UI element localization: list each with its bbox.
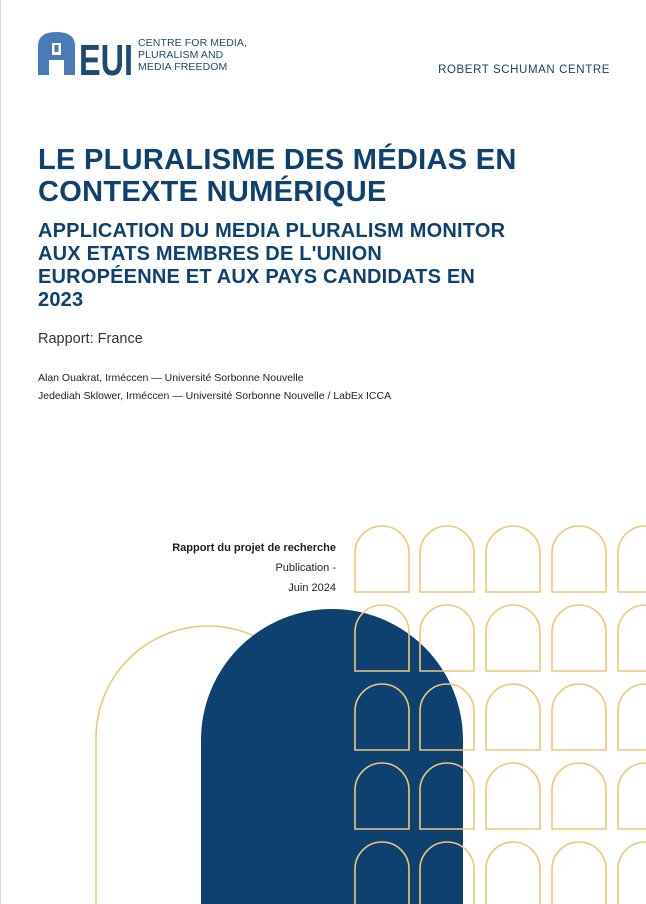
arch-outline bbox=[355, 526, 409, 592]
arch-outline bbox=[486, 763, 540, 829]
page-subtitle: APPLICATION DU MEDIA PLURALISM MONITOR AUX ETATS MEMBRES DE L'UNION EUROPÉENNE ET AUX PAYS CANDIDATS EN 2023 bbox=[38, 220, 506, 311]
arch-outline bbox=[618, 526, 646, 592]
publication-status: Publication - bbox=[275, 562, 336, 574]
logo-line: CENTRE FOR MEDIA, bbox=[138, 37, 248, 49]
arch-outline bbox=[486, 605, 540, 671]
arch-outline bbox=[618, 684, 646, 750]
page-title: LE PLURALISME DES MÉDIAS EN CONTEXTE NUMÉRIQUE bbox=[38, 144, 517, 208]
authors bbox=[38, 369, 391, 405]
arch-outline bbox=[552, 842, 606, 904]
author-line: Jedediah Sklower, Irméccen — Université Sorbonne Nouvelle / LabEx ICCA bbox=[38, 390, 392, 402]
arch-outline bbox=[552, 684, 606, 750]
arch-outline bbox=[552, 526, 606, 592]
arch-outline bbox=[552, 605, 606, 671]
arch-outline bbox=[420, 526, 474, 592]
arch-outline bbox=[486, 684, 540, 750]
publication-date: Juin 2024 bbox=[288, 582, 336, 594]
arch-outline bbox=[618, 763, 646, 829]
arch-outline bbox=[552, 763, 606, 829]
arch-outline bbox=[486, 526, 540, 592]
publication-info bbox=[172, 538, 336, 598]
arch-outline bbox=[618, 842, 646, 904]
arch-outline bbox=[486, 842, 540, 904]
svg-text:EUI: EUI bbox=[79, 36, 133, 85]
logo-line: MEDIA FREEDOM bbox=[138, 61, 228, 73]
report-country: Rapport: France bbox=[38, 331, 143, 347]
robert-schuman-centre-label: ROBERT SCHUMAN CENTRE bbox=[438, 64, 610, 76]
logo-line: PLURALISM AND bbox=[138, 49, 224, 61]
arch-outline bbox=[618, 605, 646, 671]
author-line: Alan Ouakrat, Irméccen — Université Sorbonne Nouvelle bbox=[38, 372, 304, 384]
publication-type: Rapport du projet de recherche bbox=[172, 542, 336, 554]
